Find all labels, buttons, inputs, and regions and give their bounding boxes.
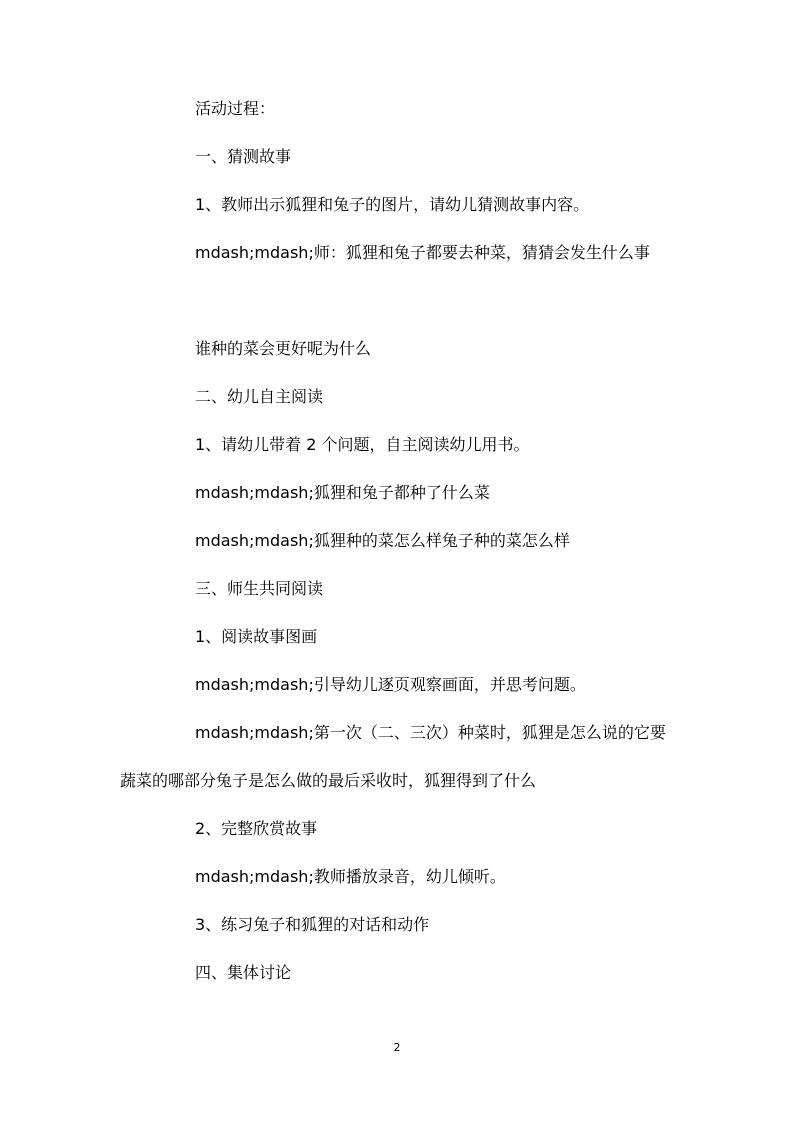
heading-independent-reading: 二、幼儿自主阅读 (195, 387, 324, 406)
paragraph-planting-rounds: mdash;mdash;第一次（二、三次）种菜时，狐狸是怎么说的它要蔬菜的哪部分兔子是怎么做的最后采收时，狐狸得到了什么 (120, 723, 666, 790)
paragraph-teacher-shows-pictures: 1、教师出示狐狸和兔子的图片，请幼儿猜测故事内容。 (195, 195, 590, 214)
paragraph-teacher-question: mdash;mdash;师：狐狸和兔子都要去种菜，猜猜会发生什么事 (195, 243, 650, 262)
paragraph-play-recording: mdash;mdash;教师播放录音，幼儿倾听。 (195, 867, 506, 886)
paragraph-read-pictures: 1、阅读故事图画 (195, 627, 318, 646)
heading-guess-story: 一、猜测故事 (195, 147, 292, 166)
page-number: 2 (393, 1041, 401, 1054)
heading-group-discussion: 四、集体讨论 (195, 963, 292, 982)
paragraph-how-vegetables-grew: mdash;mdash;狐狸种的菜怎么样兔子种的菜怎么样 (195, 531, 570, 550)
paragraph-practice-dialogue: 3、练习兔子和狐狸的对话和动作 (195, 915, 430, 934)
paragraph-what-they-planted: mdash;mdash;狐狸和兔子都种了什么菜 (195, 483, 490, 502)
paragraph-observe-pages: mdash;mdash;引导幼儿逐页观察画面，并思考问题。 (195, 675, 586, 694)
heading-shared-reading: 三、师生共同阅读 (195, 579, 324, 598)
paragraph-read-with-questions: 1、请幼儿带着 2 个问题，自主阅读幼儿用书。 (195, 435, 530, 454)
paragraph-activity-process: 活动过程： (195, 99, 276, 118)
paragraph-enjoy-story: 2、完整欣赏故事 (195, 819, 318, 838)
paragraph-whose-vegetables: 谁种的菜会更好呢为什么 (195, 339, 372, 358)
